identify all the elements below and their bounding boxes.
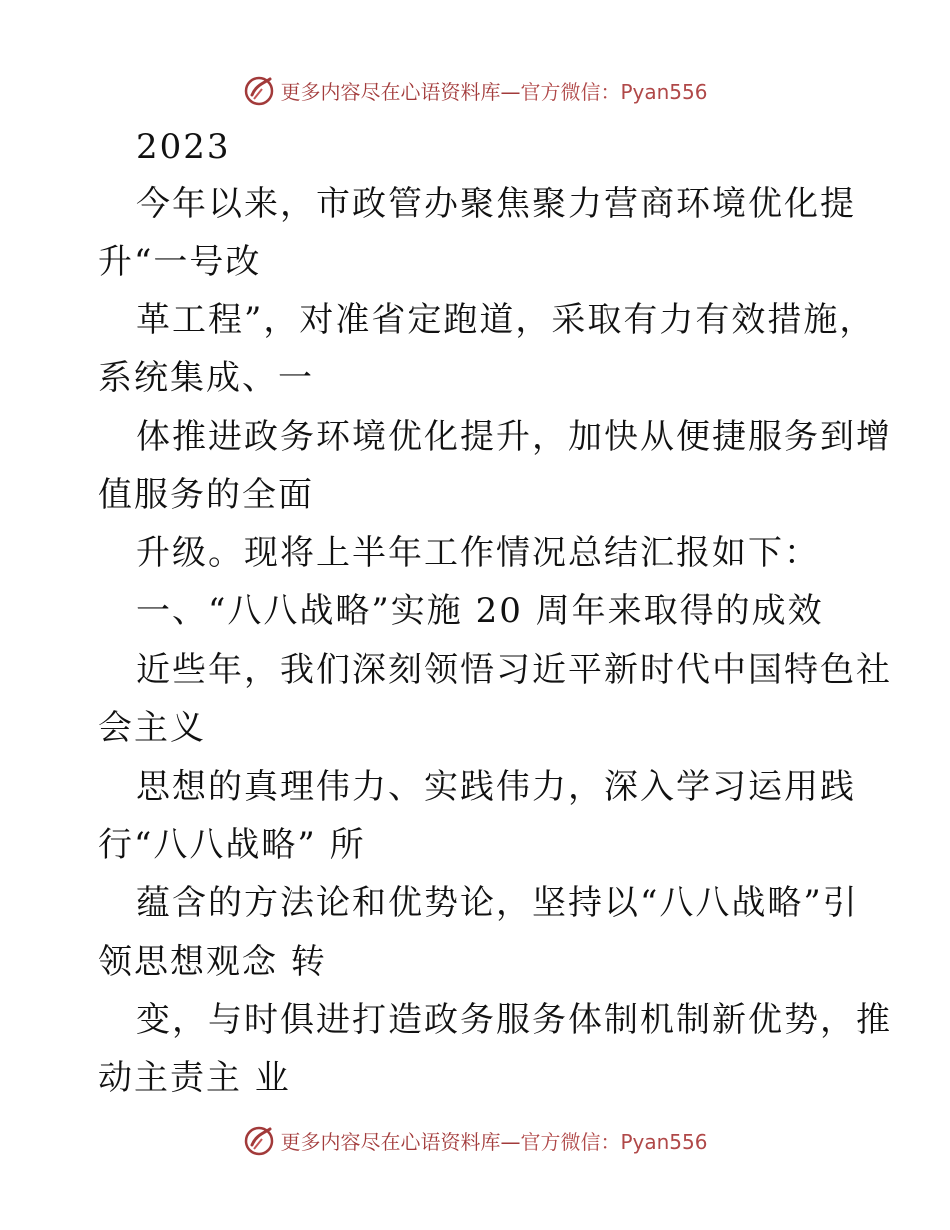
logo-icon [242, 73, 276, 107]
banner-wechat: 官方微信：Pyan556 [520, 1129, 708, 1154]
text-line: 2023 [136, 127, 231, 167]
text-line: 值服务的全面 [98, 475, 314, 515]
text-line: 升“一号改 [98, 242, 262, 282]
text-line: 近些年，我们深刻领悟习近平新时代中国特色社 [136, 650, 892, 690]
footer-banner [0, 1120, 950, 1160]
text-line: 会主义 [98, 708, 206, 748]
text-line: 今年以来，市政管办聚焦聚力营商环境优化提 [136, 184, 856, 224]
text-line: 革工程”，对准省定跑道，采取有力有效措施， [136, 300, 876, 340]
text-line: 领思想观念 转 [98, 942, 327, 982]
banner-title: 更多内容尽在心语资料库— [280, 79, 521, 104]
text-line: 思想的真理伟力、实践伟力，深入学习运用践 [136, 767, 856, 807]
section-heading: 一、“八八战略”实施 20 周年来取得的成效 [136, 591, 824, 631]
text-line: 动主责主 业 [98, 1058, 291, 1098]
text-line: 变，与时俱进打造政务服务体制机制新优势，推 [136, 1000, 892, 1040]
text-line: 系统集成、一 [98, 358, 314, 398]
text-line: 升级。现将上半年工作情况总结汇报如下： [136, 533, 820, 573]
text-line: 蕴含的方法论和优势论，坚持以“八八战略”引 [136, 883, 859, 923]
header-banner [0, 70, 950, 110]
text-line: 体推进政务环境优化提升，加快从便捷服务到增 [136, 417, 892, 457]
banner-wechat: 官方微信：Pyan556 [520, 79, 708, 104]
banner-title: 更多内容尽在心语资料库— [280, 1129, 521, 1154]
logo-icon [242, 1123, 276, 1157]
text-line: 行“八八战略” 所 [98, 825, 366, 865]
